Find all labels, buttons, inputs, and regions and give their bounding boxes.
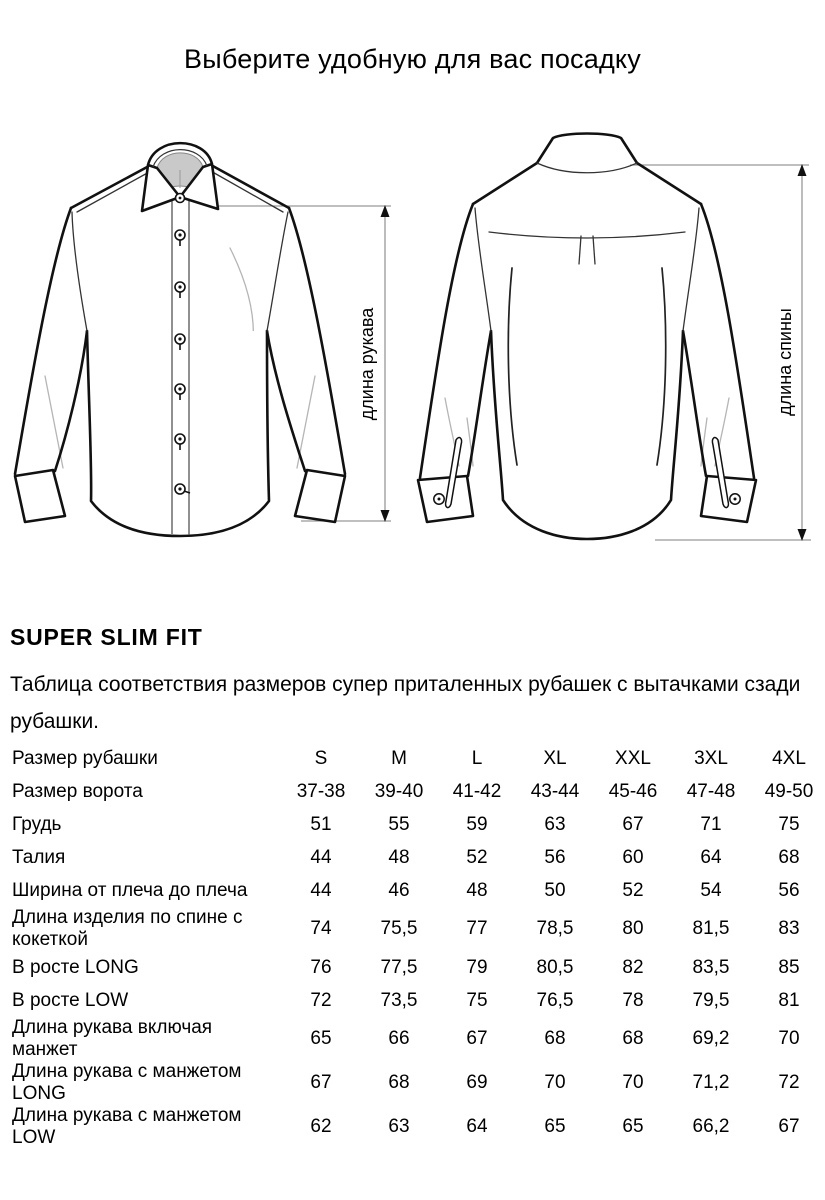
table-cell: 39-40 [374, 780, 424, 802]
table-cell: M [391, 747, 407, 769]
arrow-down-icon [798, 529, 807, 541]
table-row-height-long [12, 951, 825, 984]
section-heading: SUPER SLIM FIT [10, 624, 203, 650]
table-cell: 85 [778, 956, 800, 978]
table-cell: 72 [778, 1072, 800, 1093]
table-cell: 72 [310, 989, 332, 1011]
row-label: В росте LONG [12, 956, 139, 978]
table-cell: 69,2 [692, 1028, 730, 1049]
section-description: Таблица соответствия размеров супер приталенных рубашек с вытачками сзади рубашки. [10, 673, 801, 733]
front-outline [15, 165, 345, 536]
table-cell: 82 [622, 956, 644, 978]
row-label: Ширина от плеча до плеча [12, 879, 248, 901]
table-row-sizes [12, 742, 825, 775]
table-cell: 48 [388, 846, 410, 868]
table-cell: 64 [700, 846, 722, 868]
table-cell: 65 [622, 1116, 644, 1137]
table-cell: 70 [778, 1028, 800, 1049]
table-cell: 65 [544, 1116, 566, 1137]
table-cell: 46 [388, 879, 410, 901]
table-cell: 76 [310, 956, 332, 978]
table-row-height-low [12, 984, 825, 1017]
table-cell: 3XL [694, 747, 728, 769]
table-cell: 78,5 [536, 918, 574, 939]
table-cell: 68 [622, 1028, 644, 1049]
table-cell: 81,5 [692, 918, 730, 939]
row-label: Размер рубашки [12, 747, 158, 769]
table-row-shoulder-width [12, 874, 825, 907]
table-cell: 66 [388, 1028, 410, 1049]
table-cell: S [314, 747, 328, 769]
back-length-label: длина спины [775, 308, 795, 416]
table-cell: 76,5 [536, 989, 574, 1011]
sleeve-length-label: длина рукава [357, 307, 377, 421]
arrow-up-icon [381, 205, 390, 217]
table-cell: 50 [544, 879, 566, 901]
table-cell: 75 [778, 813, 800, 835]
table-cell: 70 [544, 1072, 566, 1093]
arrow-up-icon [798, 164, 807, 176]
table-cell: 69 [466, 1072, 488, 1093]
table-cell: 44 [310, 846, 332, 868]
table-cell: 66,2 [692, 1116, 730, 1137]
table-row-sleeve-cuff-long [12, 1061, 825, 1105]
table-cell: 59 [466, 813, 488, 835]
size-table [12, 742, 825, 1149]
table-cell: 52 [622, 879, 644, 901]
table-cell: 41-42 [452, 780, 502, 802]
table-cell: 64 [466, 1116, 488, 1137]
table-cell: 75 [466, 989, 488, 1011]
page-title: Выберите удобную для вас посадку [184, 44, 641, 74]
table-cell: 48 [466, 879, 488, 901]
table-cell: 77,5 [380, 956, 418, 978]
table-cell: XXL [615, 747, 651, 769]
table-cell: 62 [310, 1116, 332, 1137]
table-cell: 68 [778, 846, 800, 868]
table-cell: L [471, 747, 483, 769]
table-cell: 4XL [772, 747, 806, 769]
row-label: Размер ворота [12, 780, 143, 802]
table-cell: 54 [700, 879, 722, 901]
table-cell: 37-38 [296, 780, 346, 802]
table-cell: 43-44 [530, 780, 580, 802]
table-cell: 56 [544, 846, 566, 868]
table-cell: 79 [466, 956, 488, 978]
table-cell: 73,5 [380, 989, 418, 1011]
row-label: Длина рукава с манжетом LONG [12, 1061, 242, 1104]
table-cell: XL [543, 747, 567, 769]
table-cell: 55 [388, 813, 410, 835]
table-row-collar [12, 775, 825, 808]
table-cell: 45-46 [608, 780, 658, 802]
table-cell: 47-48 [686, 780, 736, 802]
table-cell: 80,5 [536, 956, 574, 978]
table-row-sleeve-cuff-low [12, 1105, 825, 1149]
table-cell: 71 [700, 813, 722, 835]
row-label: Длина рукава с манжетом LOW [12, 1105, 242, 1148]
table-cell: 70 [622, 1072, 644, 1093]
table-cell: 51 [310, 813, 332, 835]
table-cell: 71,2 [692, 1072, 730, 1093]
row-label: Грудь [12, 813, 62, 835]
table-row-chest [12, 808, 825, 841]
table-cell: 44 [310, 879, 332, 901]
table-cell: 65 [310, 1028, 332, 1049]
arrow-down-icon [381, 510, 390, 522]
row-label: В росте LOW [12, 989, 129, 1011]
table-cell: 83 [778, 918, 800, 939]
table-cell: 78 [622, 989, 644, 1011]
table-cell: 67 [466, 1028, 488, 1049]
table-cell: 83,5 [692, 956, 730, 978]
table-cell: 77 [466, 918, 488, 939]
table-cell: 80 [622, 918, 644, 939]
table-cell: 68 [388, 1072, 410, 1093]
table-cell: 67 [778, 1116, 800, 1137]
table-cell: 75,5 [380, 918, 418, 939]
table-cell: 60 [622, 846, 644, 868]
table-row-back-length-yoke [12, 907, 825, 951]
table-cell: 67 [310, 1072, 332, 1093]
shirt-back-drawing [415, 118, 825, 578]
table-cell: 49-50 [764, 780, 814, 802]
table-row-sleeve-with-cuff [12, 1017, 825, 1061]
table-cell: 67 [622, 813, 644, 835]
table-cell: 74 [310, 918, 332, 939]
row-label: Длина рукава включая манжет [12, 1017, 213, 1060]
row-label: Талия [12, 846, 66, 868]
row-label: Длина изделия по спине с кокеткой [12, 907, 243, 950]
table-cell: 52 [466, 846, 488, 868]
back-outline [418, 134, 756, 540]
table-row-waist [12, 841, 825, 874]
table-cell: 63 [544, 813, 566, 835]
table-cell: 79,5 [692, 989, 730, 1011]
shirt-front-drawing [5, 118, 405, 578]
table-cell: 56 [778, 879, 800, 901]
table-cell: 68 [544, 1028, 566, 1049]
table-cell: 63 [388, 1116, 410, 1137]
table-cell: 81 [778, 989, 800, 1011]
